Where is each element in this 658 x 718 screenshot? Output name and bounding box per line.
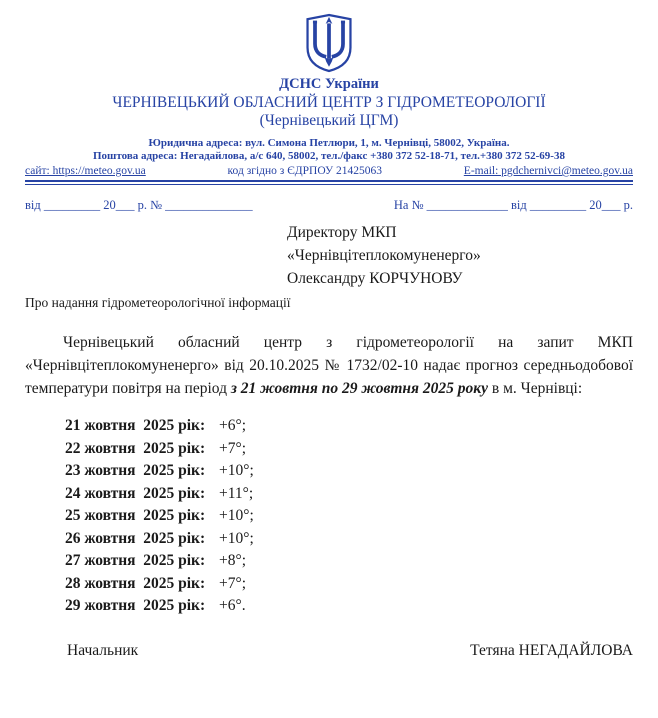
forecast-date: 27 жовтня 2025 рік: <box>65 552 206 569</box>
body-period-emphasis: з 21 жовтня по 29 жовтня 2025 року <box>230 379 489 397</box>
edrpou-code: код згідно з ЄДРПОУ 21425063 <box>227 165 383 177</box>
outgoing-reference-blank: від _________ 20___ р. № ______________ <box>25 198 253 212</box>
forecast-date: 21 жовтня 2025 рік: <box>65 417 206 434</box>
forecast-row <box>65 438 633 461</box>
letterhead-divider <box>25 180 633 185</box>
forecast-date: 25 жовтня 2025 рік: <box>65 507 206 524</box>
agency-name: ДСНС України <box>279 76 379 92</box>
body-paragraph <box>25 331 633 400</box>
forecast-temperature: +10°; <box>219 529 254 547</box>
letter-subject: Про надання гідрометеорологічної інформації <box>25 295 291 310</box>
forecast-temperature: +7°; <box>219 574 246 592</box>
forecast-temperature: +6°. <box>219 597 246 614</box>
signature-row <box>25 642 633 660</box>
legal-address: Юридична адреса: вул. Симона Петлюри, 1, м. Чернівці, 58002, Україна. <box>148 137 510 149</box>
website-link[interactable]: сайт: https://meteo.gov.ua <box>25 165 146 177</box>
forecast-temperature: +11°; <box>219 484 254 502</box>
forecast-temperature: +6°; <box>219 417 246 434</box>
forecast-date: 29 жовтня 2025 рік: <box>65 597 206 614</box>
email-link[interactable]: E-mail: pgdchernivci@meteo.gov.ua <box>463 165 633 177</box>
recipient-name: Олександру КОРЧУНОВУ <box>287 270 463 287</box>
forecast-row <box>65 550 633 573</box>
recipient-organization: «Чернівцітеплокомуненерго» <box>287 247 481 264</box>
forecast-date: 26 жовтня 2025 рік: <box>65 529 206 547</box>
forecast-row <box>65 483 633 506</box>
incoming-reference-blank: На № _____________ від _________ 20___ р. <box>393 198 633 212</box>
signer-position: Начальник <box>67 641 139 659</box>
forecast-row <box>65 460 633 483</box>
forecast-date: 23 жовтня 2025 рік: <box>65 462 206 479</box>
center-name: ЧЕРНІВЕЦЬКИЙ ОБЛАСНИЙ ЦЕНТР З ГІДРОМЕТЕОРОЛОГІЇ <box>112 94 546 111</box>
letterhead-emblem <box>25 13 633 73</box>
forecast-row <box>65 415 633 438</box>
forecast-list <box>65 415 633 618</box>
forecast-date: 24 жовтня 2025 рік: <box>65 484 206 502</box>
forecast-temperature: +7°; <box>219 439 246 457</box>
recipient-position: Директору МКП <box>287 224 397 241</box>
signer-name: Тетяна НЕГАДАЙЛОВА <box>470 641 633 659</box>
forecast-date: 28 жовтня 2025 рік: <box>65 574 206 592</box>
center-short-name: (Чернівецький ЦГМ) <box>259 112 399 129</box>
forecast-row <box>65 573 633 596</box>
forecast-row <box>65 528 633 551</box>
forecast-temperature: +10°; <box>219 507 254 524</box>
forecast-date: 22 жовтня 2025 рік: <box>65 439 206 457</box>
body-intro: Чернівецький обласний центр з гідрометеорології на запит МКП «Чернівцітеплокомуненерго» від 20.10.2025 № 1732/02-10 надає прогноз середньодобової температури повітря на період <box>25 333 633 397</box>
forecast-row <box>65 595 633 618</box>
forecast-row <box>65 505 633 528</box>
body-outro: в м. Чернівці: <box>488 379 583 397</box>
contact-row <box>25 164 633 178</box>
forecast-temperature: +10°; <box>219 462 254 479</box>
postal-address: Поштова адреса: Негадайлова, а/с 640, 58002, тел./факс +380 372 52-18-71, тел.+380 372 52-69-38 <box>93 150 565 162</box>
forecast-temperature: +8°; <box>219 552 246 569</box>
recipient-block <box>287 221 633 290</box>
reference-line <box>25 198 633 213</box>
ukraine-trident-icon <box>301 13 357 73</box>
